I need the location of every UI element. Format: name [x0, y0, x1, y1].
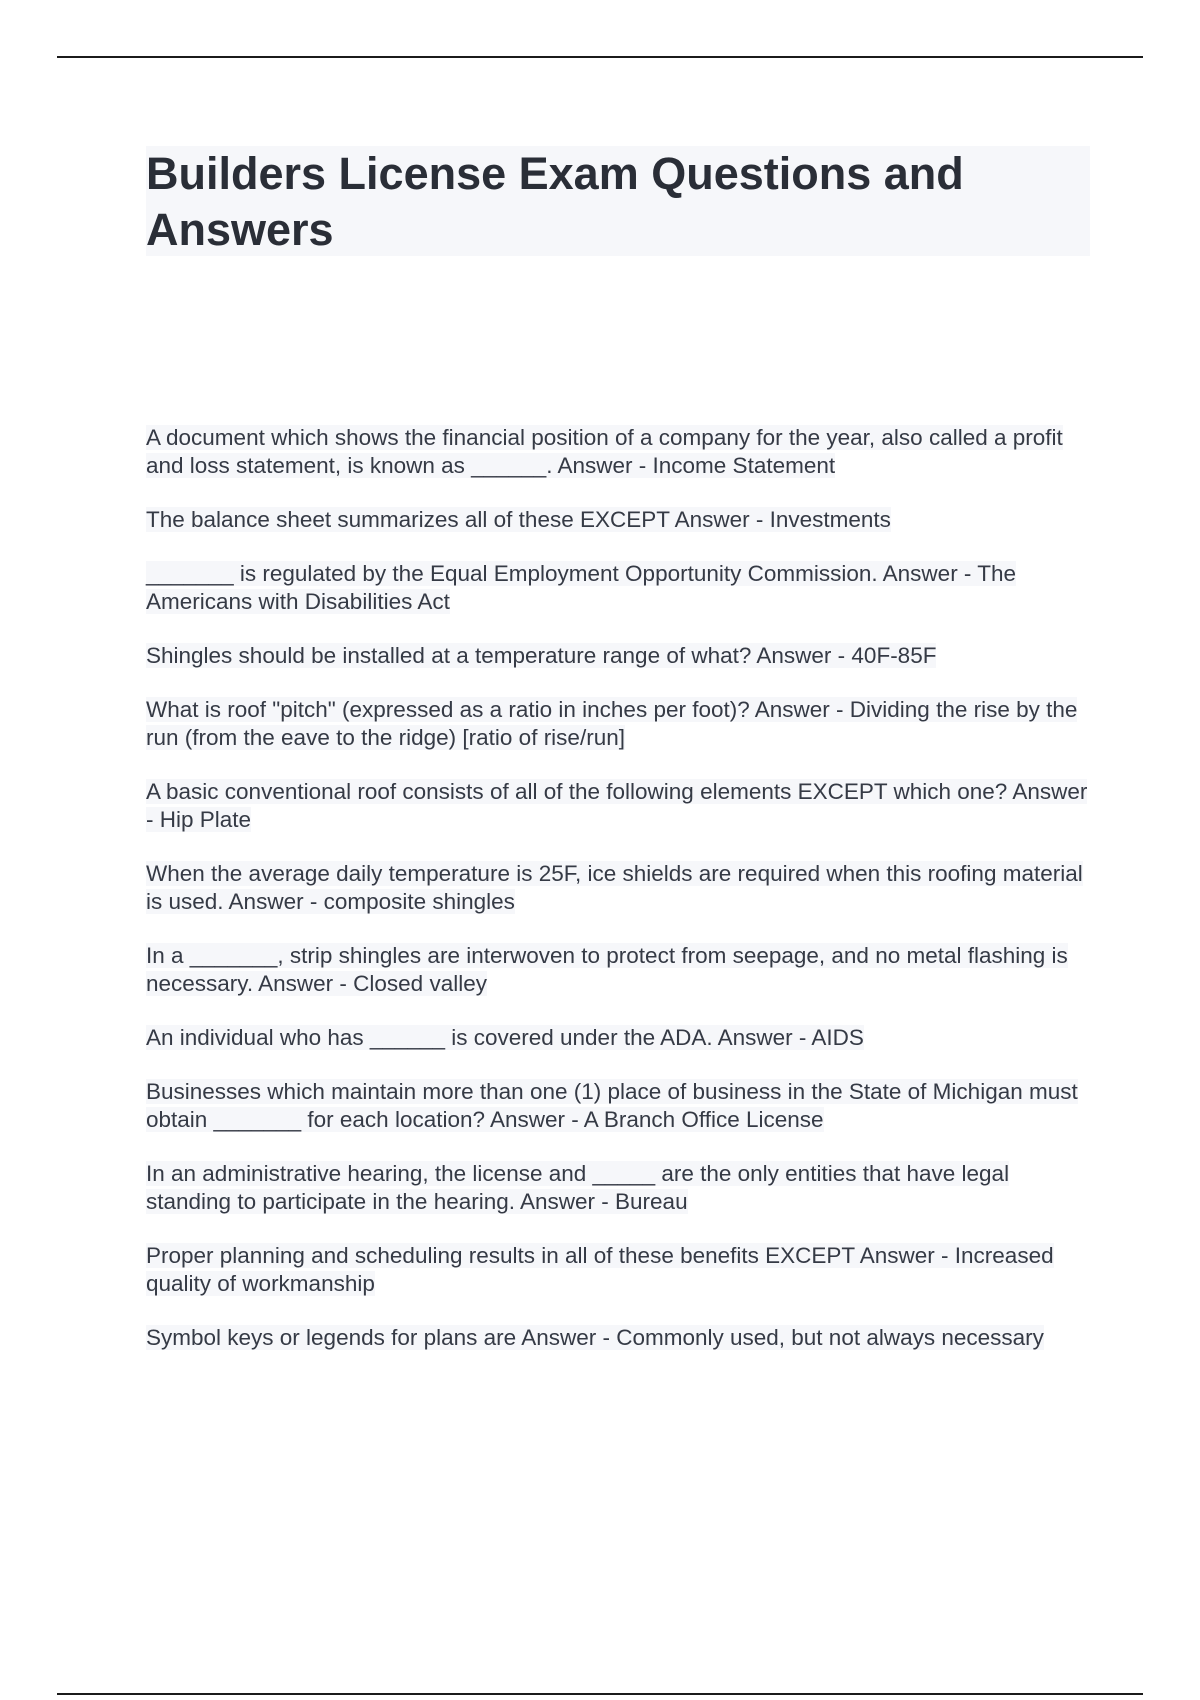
qa-item [146, 860, 1096, 916]
qa-text: The balance sheet summarizes all of these EXCEPT Answer - Investments [146, 507, 891, 532]
qa-text: In a _______, strip shingles are interwoven to protect from seepage, and no metal flashing is necessary. Answer - Closed valley [146, 943, 1068, 996]
qa-list [146, 424, 1096, 1378]
qa-text: Businesses which maintain more than one (1) place of business in the State of Michigan must obtain _______ for each location? Answer - A Branch Office License [146, 1079, 1078, 1132]
qa-item [146, 424, 1096, 480]
qa-item [146, 1242, 1096, 1298]
qa-text: Shingles should be installed at a temperature range of what? Answer - 40F-85F [146, 643, 937, 668]
page-title: Builders License Exam Questions and Answers [146, 148, 964, 255]
qa-item [146, 1160, 1096, 1216]
qa-text: A document which shows the financial position of a company for the year, also called a profit and loss statement, is known as ______. Answer - Income Statement [146, 425, 1063, 478]
qa-item [146, 1024, 1096, 1052]
qa-text: A basic conventional roof consists of all of the following elements EXCEPT which one? Answer - Hip Plate [146, 779, 1088, 832]
qa-text: What is roof "pitch" (expressed as a ratio in inches per foot)? Answer - Dividing the rise by the run (from the eave to the ridge) [ratio of rise/run] [146, 697, 1078, 750]
title-block [146, 146, 1090, 256]
qa-text: An individual who has ______ is covered under the ADA. Answer - AIDS [146, 1025, 864, 1050]
qa-item [146, 696, 1096, 752]
qa-item [146, 1324, 1096, 1352]
qa-text: Proper planning and scheduling results in all of these benefits EXCEPT Answer - Increased quality of workmanship [146, 1243, 1054, 1296]
qa-item [146, 560, 1096, 616]
qa-text: When the average daily temperature is 25F, ice shields are required when this roofing material is used. Answer - composite shingles [146, 861, 1083, 914]
qa-item [146, 642, 1096, 670]
qa-item [146, 506, 1096, 534]
qa-item [146, 942, 1096, 998]
qa-item [146, 778, 1096, 834]
qa-text: Symbol keys or legends for plans are Answer - Commonly used, but not always necessary [146, 1325, 1044, 1350]
top-divider [57, 56, 1143, 58]
qa-item [146, 1078, 1096, 1134]
qa-text: In an administrative hearing, the license and _____ are the only entities that have legal standing to participate in the hearing. Answer - Bureau [146, 1161, 1010, 1214]
bottom-divider [57, 1693, 1143, 1695]
qa-text: _______ is regulated by the Equal Employment Opportunity Commission. Answer - The Americans with Disabilities Act [146, 561, 1017, 614]
